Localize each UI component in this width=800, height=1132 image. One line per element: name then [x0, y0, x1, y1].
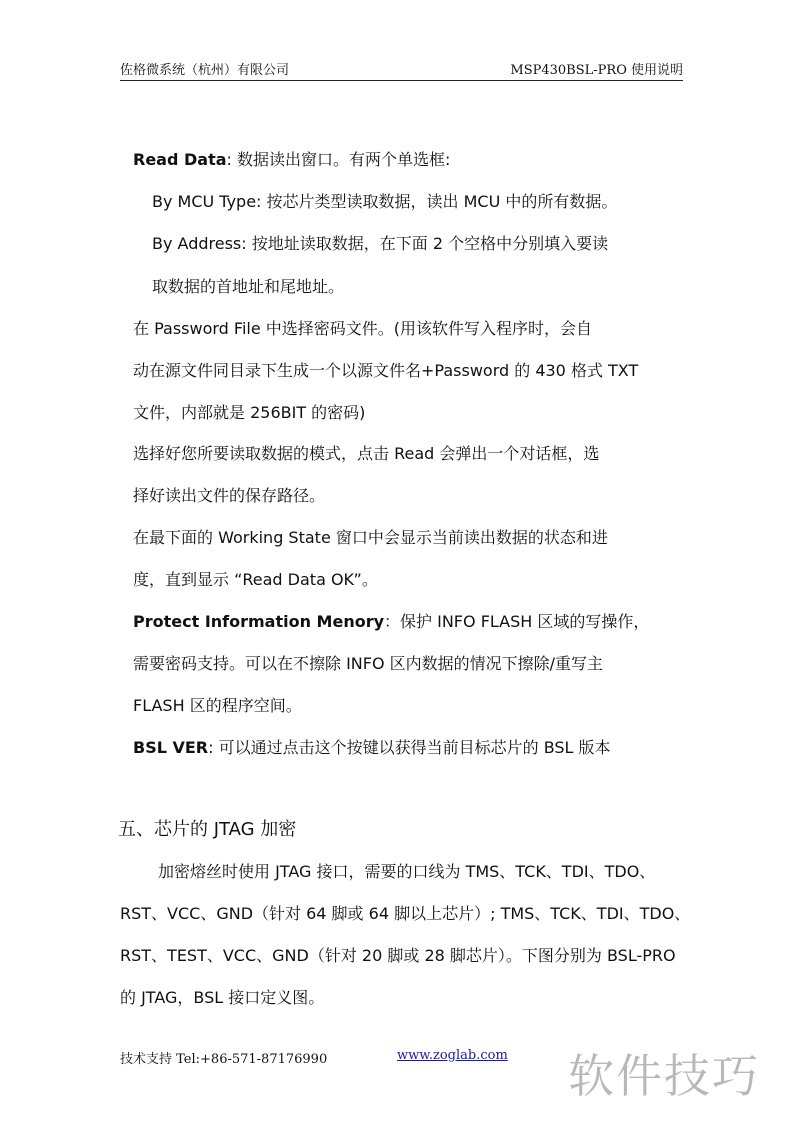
protect-line-2: 需要密码支持。可以在不擦除 INFO 区内数据的情况下擦除/重写主	[133, 654, 604, 673]
page-header	[120, 56, 683, 81]
by-address-line: By Address: 按地址读取数据，在下面 2 个空格中分别填入要读	[152, 234, 609, 253]
read-data-line	[133, 150, 450, 170]
document-title: MSP430BSL-PRO 使用说明	[510, 63, 683, 78]
read-data-text: : 数据读出窗口。有两个单选框:	[226, 150, 451, 169]
password-line-2: 动在源文件同目录下生成一个以源文件名+Password 的 430 格式 TXT	[133, 361, 639, 380]
protect-label: Protect Information Menory	[133, 612, 385, 631]
protect-line-1	[133, 612, 649, 632]
footer-support: 技术支持 Tel:+86-571-87176990	[120, 1052, 328, 1067]
jtag-para-line-4: 的 JTAG，BSL 接口定义图。	[120, 988, 325, 1007]
select-line-1: 选择好您所要读取数据的模式，点击 Read 会弹出一个对话框，选	[133, 444, 600, 463]
bsl-ver-text: : 可以通过点击这个按键以获得当前目标芯片的 BSL 版本	[208, 738, 611, 757]
jtag-para-line-1: 加密熔丝时使用 JTAG 接口，需要的口线为 TMS、TCK、TDI、TDO、	[158, 862, 656, 881]
password-line-3: 文件，内部就是 256BIT 的密码)	[133, 403, 366, 422]
section-title: 五、芯片的 JTAG 加密	[118, 819, 297, 840]
select-line-2: 择好读出文件的保存路径。	[133, 486, 326, 505]
footer-website-link[interactable]: www.zoglab.com	[397, 1048, 508, 1063]
password-line-1: 在 Password File 中选择密码文件。(用该软件写入程序时，会自	[133, 319, 593, 338]
read-data-label: Read Data	[133, 150, 227, 169]
jtag-para-line-2: RST、VCC、GND（针对 64 脚或 64 脚以上芯片）; TMS、TCK、TDI、TDO、	[120, 904, 691, 923]
jtag-para-line-3: RST、TEST、VCC、GND（针对 20 脚或 28 脚芯片）。下图分别为 BSL-PRO	[120, 946, 676, 965]
by-mcu-type-line: By MCU Type: 按芯片类型读取数据，读出 MCU 中的所有数据。	[152, 192, 618, 211]
working-line-1: 在最下面的 Working State 窗口中会显示当前读出数据的状态和进	[133, 528, 608, 547]
bsl-ver-line	[133, 738, 611, 758]
company-name: 佐格微系统（杭州）有限公司	[120, 63, 290, 78]
watermark: 软件技巧	[568, 1049, 760, 1103]
protect-line-3: FLASH 区的程序空间。	[133, 696, 302, 715]
protect-text: ：保护 INFO FLASH 区域的写操作，	[384, 612, 650, 631]
bsl-ver-label: BSL VER	[133, 738, 209, 757]
by-address-cont-line: 取数据的首地址和尾地址。	[152, 277, 345, 296]
working-line-2: 度，直到显示 “Read Data OK”。	[133, 570, 378, 589]
